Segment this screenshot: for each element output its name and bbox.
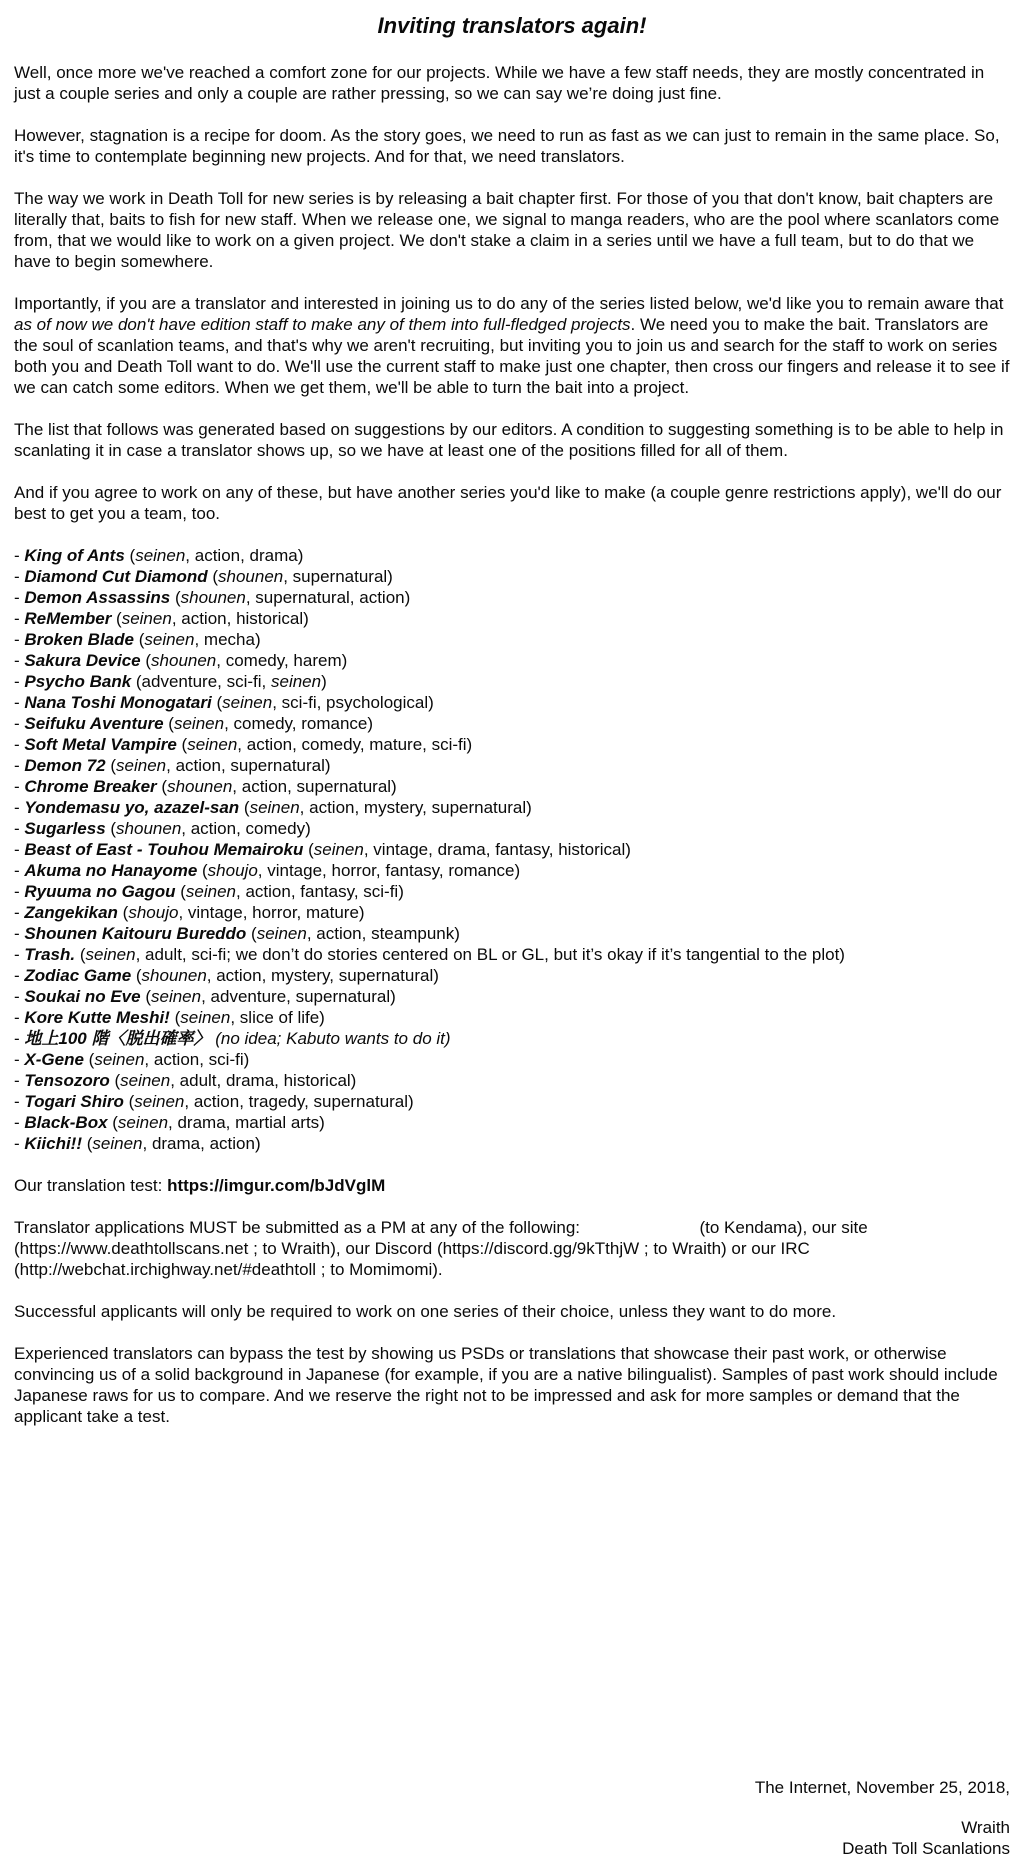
text-segment: Togari Shiro: [24, 1092, 124, 1111]
text-segment: Chrome Breaker: [24, 777, 157, 796]
text-segment: , action, mystery, supernatural): [299, 798, 532, 817]
intro-paragraph: [14, 62, 1010, 104]
text-segment: , action, fantasy, sci-fi): [236, 882, 404, 901]
series-item: [14, 797, 1010, 818]
signature-group: Death Toll Scanlations: [842, 1839, 1010, 1858]
text-segment: -: [14, 714, 25, 733]
text-segment: seinen: [222, 693, 273, 712]
outro-paragraph: [14, 1175, 1010, 1196]
series-item: [14, 902, 1010, 923]
text-segment: (: [83, 1050, 95, 1069]
text-segment: (adventure, sci-fi,: [131, 672, 271, 691]
text-segment: Well, once more we've reached a comfort zone for our projects. While we have a few staff needs, they are mostly concentrated in just a couple series and only a couple are rather pressing, so we can say we’re doing just fine.: [14, 63, 985, 103]
series-item: [14, 818, 1010, 839]
text-segment: -: [14, 1071, 25, 1090]
text-segment: , comedy, harem): [216, 651, 348, 670]
text-segment: -: [14, 651, 25, 670]
series-item: [14, 692, 1010, 713]
text-segment: seinen: [180, 1008, 231, 1027]
text-segment: -: [14, 945, 25, 964]
text-segment: The way we work in Death Toll for new series is by releasing a bait chapter first. For those of you that don't know, bait chapters are literally that, baits to fish for new staff. When we release one, we signal to manga readers, who are the pool where scanlators come from, that we would like to work on a given project. We don't stake a claim in a series until we have a full team, but to do that we have to begin somewhere.: [14, 189, 1000, 271]
text-segment: , vintage, horror, mature): [178, 903, 365, 922]
series-item: [14, 1133, 1010, 1154]
text-segment: (: [175, 882, 186, 901]
text-segment: (: [82, 1134, 93, 1153]
text-segment: -: [14, 588, 25, 607]
text-segment: seinen: [120, 1071, 171, 1090]
text-segment: (: [140, 987, 151, 1006]
signature-name: Wraith: [961, 1818, 1010, 1837]
text-segment: Ryuuma no Gagou: [24, 882, 176, 901]
series-item: [14, 776, 1010, 797]
outro-paragraph: [14, 1343, 1010, 1427]
text-segment: Seifuku Aventure: [24, 714, 164, 733]
intro-paragraph: [14, 419, 1010, 461]
text-segment: Broken Blade: [24, 630, 134, 649]
text-segment: (: [75, 945, 86, 964]
text-segment: (: [140, 651, 152, 670]
intro-paragraph: [14, 293, 1010, 398]
text-segment: seinen: [92, 1134, 143, 1153]
series-item: [14, 1007, 1010, 1028]
text-segment: , action, supernatural): [232, 777, 397, 796]
text-segment: (: [107, 1113, 118, 1132]
text-segment: , sci-fi, psychological): [272, 693, 434, 712]
text-segment: ReMember: [24, 609, 112, 628]
text-segment: (: [170, 588, 181, 607]
text-segment: -: [14, 987, 25, 1006]
text-segment: , action, comedy, mature, sci-fi): [237, 735, 473, 754]
text-segment: (: [109, 1071, 121, 1090]
text-segment: seinen: [256, 924, 307, 943]
text-segment: , adult, sci-fi; we don’t do stories centered on BL or GL, but it’s okay if it’s tangential to the plot): [135, 945, 845, 964]
text-segment: https://imgur.com/bJdVglM: [167, 1176, 386, 1195]
text-segment: -: [14, 1029, 25, 1048]
text-segment: seinen: [249, 798, 300, 817]
text-segment: -: [14, 630, 25, 649]
text-segment: shoujo: [128, 903, 179, 922]
text-segment: Trash.: [24, 945, 76, 964]
text-segment: shounen: [116, 819, 182, 838]
text-segment: -: [14, 966, 25, 985]
series-item: [14, 650, 1010, 671]
text-segment: , supernatural): [283, 567, 393, 586]
text-segment: seinen: [187, 735, 238, 754]
text-segment: (: [246, 924, 257, 943]
text-segment: seinen: [135, 546, 186, 565]
text-segment: -: [14, 756, 25, 775]
text-segment: , vintage, drama, fantasy, historical): [363, 840, 631, 859]
text-segment: shounen: [151, 651, 217, 670]
text-segment: Kiichi!!: [24, 1134, 82, 1153]
text-segment: , action, steampunk): [306, 924, 460, 943]
series-item: [14, 1049, 1010, 1070]
text-segment: Sugarless: [24, 819, 106, 838]
text-segment: , action, historical): [171, 609, 309, 628]
series-item: [14, 923, 1010, 944]
text-segment: seinen: [85, 945, 136, 964]
text-segment: Beast of East - Touhou Memairoku: [24, 840, 304, 859]
text-segment: , adventure, supernatural): [201, 987, 396, 1006]
text-segment: Shounen Kaitouru Bureddo: [24, 924, 247, 943]
text-segment: , action, sci-fi): [144, 1050, 250, 1069]
series-item: [14, 1091, 1010, 1112]
text-segment: 地上100 階〈脱出確率〉: [24, 1029, 211, 1048]
text-segment: ): [321, 672, 327, 691]
series-item: [14, 587, 1010, 608]
intro-paragraph: [14, 125, 1010, 167]
series-item: [14, 545, 1010, 566]
text-segment: (: [133, 630, 145, 649]
text-segment: -: [14, 798, 25, 817]
text-segment: shounen: [180, 588, 246, 607]
text-segment: , supernatural, action): [245, 588, 411, 607]
text-segment: seinen: [150, 987, 202, 1006]
text-segment: -: [14, 861, 25, 880]
text-segment: X-Gene: [24, 1050, 84, 1069]
outro-section: [14, 1175, 1010, 1448]
text-segment: Zangekikan: [24, 903, 118, 922]
text-segment: Translator applications MUST be submitted as a PM at any of the following:: [14, 1218, 585, 1237]
page-title: Inviting translators again!: [377, 13, 647, 38]
text-segment: -: [14, 609, 25, 628]
text-segment: (: [105, 819, 117, 838]
text-segment: And if you agree to work on any of these, but have another series you'd like to make (a couple genre restrictions apply), we'll do our best to get you a team, too.: [14, 483, 1002, 523]
text-segment: (: [169, 1008, 181, 1027]
signature-dateline: The Internet, November 25, 2018,: [754, 1778, 1010, 1797]
text-segment: (: [176, 735, 188, 754]
text-segment: (no idea; Kabuto wants to do it): [215, 1029, 451, 1048]
text-segment: -: [14, 882, 25, 901]
series-item: [14, 755, 1010, 776]
text-segment: , action, tragedy, supernatural): [184, 1092, 414, 1111]
text-segment: -: [14, 924, 25, 943]
text-segment: seinen: [121, 609, 172, 628]
text-segment: -: [14, 1008, 25, 1027]
text-segment: Zodiac Game: [24, 966, 132, 985]
intro-paragraph: [14, 482, 1010, 524]
intro-paragraph: [14, 188, 1010, 272]
series-item: [14, 986, 1010, 1007]
text-segment: Diamond Cut Diamond: [24, 567, 208, 586]
text-segment: Yondemasu yo, azazel-san: [24, 798, 240, 817]
text-segment: -: [14, 903, 25, 922]
text-segment: (: [239, 798, 250, 817]
text-segment: seinen: [144, 630, 195, 649]
series-item: [14, 629, 1010, 650]
text-segment: . We need you to make the bait. Translators are the soul of scanlation teams, and that's why we aren't recruiting, but inviting you to join us and search for the staff to work on series both you and Death Toll want to do. We'll use the current staff to make just one chapter, then cross our fingers and release it to see if we can catch some editors. When we get them, we'll be able to turn the bait into a project.: [14, 315, 1010, 397]
text-segment: -: [14, 735, 25, 754]
text-segment: -: [14, 777, 25, 796]
text-segment: , vintage, horror, fantasy, romance): [257, 861, 521, 880]
series-item: [14, 1028, 1010, 1049]
text-segment: seinen: [270, 672, 322, 691]
text-segment: seinen: [116, 756, 167, 775]
text-segment: seinen: [185, 882, 237, 901]
text-segment: Successful applicants will only be required to work on one series of their choice, unless they want to do more.: [14, 1302, 837, 1321]
text-segment: (: [156, 777, 168, 796]
text-segment: seinen: [173, 714, 225, 733]
text-segment: The list that follows was generated based on suggestions by our editors. A condition to suggesting something is to be able to help in scanlating it in case a translator shows up, so we have at least one of the positions filled for all of them.: [14, 420, 1004, 460]
text-segment: , adult, drama, historical): [170, 1071, 357, 1090]
text-segment: , action, comedy): [181, 819, 311, 838]
series-item: [14, 734, 1010, 755]
text-segment: -: [14, 1050, 25, 1069]
series-item: [14, 839, 1010, 860]
text-segment: (: [197, 861, 208, 880]
series-item: [14, 881, 1010, 902]
signature-block: [14, 1777, 1010, 1859]
text-segment: Demon Assassins: [24, 588, 171, 607]
series-item: [14, 1070, 1010, 1091]
text-segment: (: [207, 567, 218, 586]
text-segment: -: [14, 693, 25, 712]
text-segment: , action, supernatural): [166, 756, 331, 775]
text-segment: (: [211, 693, 223, 712]
text-segment: shoujo: [207, 861, 258, 880]
text-segment: seinen: [94, 1050, 145, 1069]
text-segment: -: [14, 1092, 25, 1111]
series-item: [14, 566, 1010, 587]
text-segment: -: [14, 1113, 25, 1132]
text-segment: , mecha): [194, 630, 261, 649]
text-segment: (: [131, 966, 142, 985]
text-segment: seinen: [117, 1113, 169, 1132]
series-item: [14, 671, 1010, 692]
text-segment: , action, mystery, supernatural): [206, 966, 439, 985]
text-segment: Demon 72: [24, 756, 106, 775]
series-item: [14, 608, 1010, 629]
text-segment: Soft Metal Vampire: [24, 735, 177, 754]
text-segment: -: [14, 546, 25, 565]
series-list: [14, 545, 1010, 1154]
text-segment: Nana Toshi Monogatari: [24, 693, 212, 712]
text-segment: -: [14, 672, 25, 691]
text-segment: seinen: [134, 1092, 185, 1111]
text-segment: Importantly, if you are a translator and interested in joining us to do any of the series listed below, we'd like you to remain aware that: [14, 294, 1004, 313]
text-segment: (: [303, 840, 314, 859]
text-segment: , slice of life): [230, 1008, 325, 1027]
outro-paragraph: [14, 1301, 1010, 1322]
text-segment: Experienced translators can bypass the test by showing us PSDs or translations that showcase their past work, or otherwise convincing us of a solid background in Japanese (for example, if you are a native bilingualist). Samples of past work should include Japanese raws for us to compare. And we reserve the right not to be impressed and ask for more samples or demand that the applicant take a test.: [14, 1344, 998, 1426]
text-segment: -: [14, 819, 25, 838]
text-segment: Black-Box: [24, 1113, 108, 1132]
text-segment: , drama, action): [142, 1134, 261, 1153]
text-segment: (: [105, 756, 117, 775]
series-item: [14, 1112, 1010, 1133]
text-segment: shounen: [218, 567, 284, 586]
text-segment: shounen: [167, 777, 233, 796]
text-segment: , comedy, romance): [224, 714, 374, 733]
text-segment: Psycho Bank: [24, 672, 132, 691]
text-segment: Our translation test:: [14, 1176, 168, 1195]
series-item: [14, 944, 1010, 965]
text-segment: -: [14, 840, 25, 859]
text-segment: (: [117, 903, 129, 922]
series-item: [14, 965, 1010, 986]
text-segment: -: [14, 1134, 25, 1153]
text-segment: (: [163, 714, 174, 733]
text-segment: King of Ants: [24, 546, 125, 565]
text-segment: , drama, martial arts): [168, 1113, 325, 1132]
text-segment: Soukai no Eve: [24, 987, 141, 1006]
text-segment: seinen: [313, 840, 364, 859]
text-segment: -: [14, 567, 25, 586]
text-segment: However, stagnation is a recipe for doom. As the story goes, we need to run as fast as we can just to remain in the same place. So, it's time to contemplate beginning new projects. And for that, we need translators.: [14, 126, 1000, 166]
text-segment: shounen: [141, 966, 207, 985]
text-segment: , action, drama): [185, 546, 304, 565]
text-segment: as of now we don't have edition staff to make any of them into full-fledged projects: [14, 315, 631, 334]
text-segment: Akuma no Hanayome: [24, 861, 198, 880]
text-segment: Sakura Device: [24, 651, 141, 670]
intro-section: [14, 62, 1010, 545]
text-segment: Kore Kutte Meshi!: [24, 1008, 170, 1027]
text-segment: (: [123, 1092, 135, 1111]
text-segment: (: [124, 546, 136, 565]
outro-paragraph: [14, 1217, 1010, 1280]
text-segment: Tensozoro: [24, 1071, 110, 1090]
text-segment: (: [111, 609, 122, 628]
series-item: [14, 713, 1010, 734]
series-item: [14, 860, 1010, 881]
text-segment: (to Kendama), our site (https://www.deathtollscans.net ; to Wraith), our Discord (https://discord.gg/9kTthjW ; to Wraith) or our IRC (http://webchat.irchighway.net/#deathtoll ; to Momimomi).: [14, 1218, 868, 1279]
